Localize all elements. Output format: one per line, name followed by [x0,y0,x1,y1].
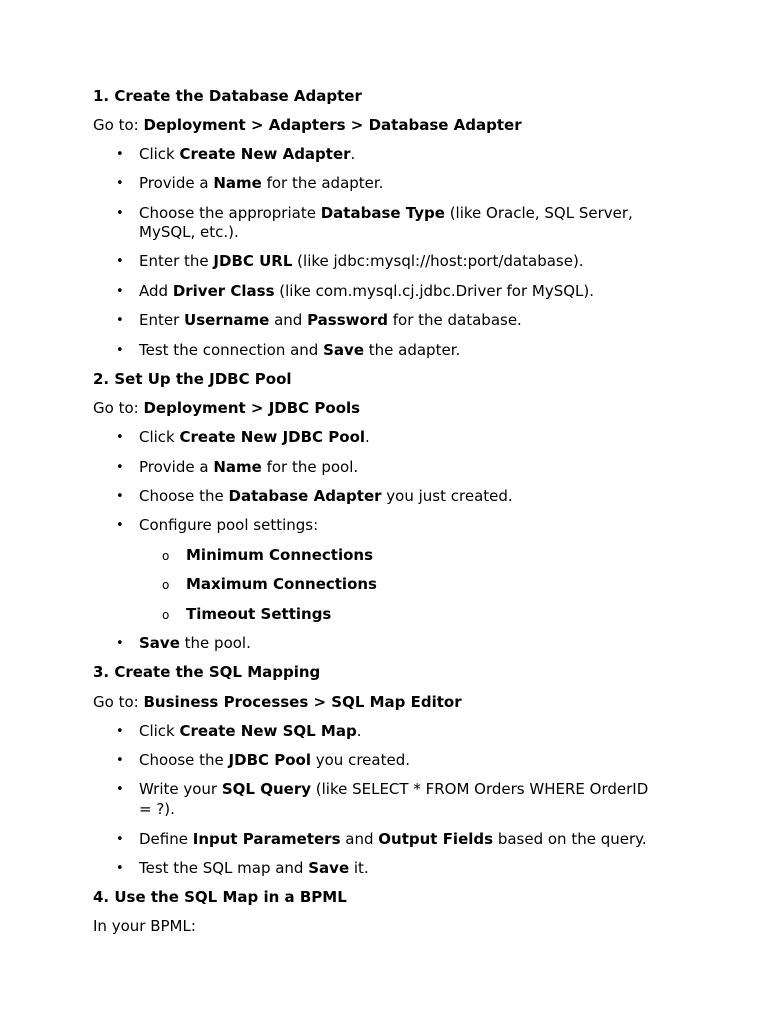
bullet-icon: • [116,753,124,768]
list-item: Write your SQL Query (like SELECT * FROM Orders WHERE OrderID [139,780,649,798]
list-item: Click Create New Adapter. [139,145,356,163]
goto-line: Go to: Deployment > Adapters > Database Adapter [93,116,522,134]
list-item-continuation: = ?). [139,800,175,818]
list-item: Save the pool. [139,634,251,652]
bullet-icon: • [116,147,124,162]
bullet-icon: • [116,206,124,221]
bullet-icon: • [116,861,124,876]
sub-bullet-icon: o [162,578,170,592]
list-item: Provide a Name for the pool. [139,458,359,476]
bullet-icon: • [116,284,124,299]
section-heading: 4. Use the SQL Map in a BPML [93,888,347,906]
list-item: Choose the Database Adapter you just created. [139,487,513,505]
bullet-icon: • [116,832,124,847]
list-item: Define Input Parameters and Output Fields based on the query. [139,830,647,848]
list-item: Choose the appropriate Database Type (like Oracle, SQL Server, [139,204,633,222]
bullet-icon: • [116,460,124,475]
list-item: Add Driver Class (like com.mysql.cj.jdbc.Driver for MySQL). [139,282,595,300]
sub-list-item: Maximum Connections [186,575,377,593]
sub-list-item: Minimum Connections [186,546,374,564]
list-item: Test the SQL map and Save it. [139,859,369,877]
list-item: Provide a Name for the adapter. [139,174,384,192]
body-text: In your BPML: [93,917,196,935]
list-item: Click Create New SQL Map. [139,722,362,740]
bullet-icon: • [116,176,124,191]
list-item: Click Create New JDBC Pool. [139,428,370,446]
section-heading: 1. Create the Database Adapter [93,87,362,105]
bullet-icon: • [116,254,124,269]
list-item-continuation: MySQL, etc.). [139,223,239,241]
bullet-icon: • [116,724,124,739]
goto-line: Go to: Business Processes > SQL Map Editor [93,693,462,711]
sub-list-item: Timeout Settings [186,605,332,623]
bullet-icon: • [116,489,124,504]
bullet-icon: • [116,636,124,651]
section-heading: 2. Set Up the JDBC Pool [93,370,292,388]
bullet-icon: • [116,518,124,533]
list-item: Enter the JDBC URL (like jdbc:mysql://host:port/database). [139,252,584,270]
sub-bullet-icon: o [162,549,170,563]
section-heading: 3. Create the SQL Mapping [93,663,321,681]
goto-line: Go to: Deployment > JDBC Pools [93,399,361,417]
bullet-icon: • [116,430,124,445]
bullet-icon: • [116,782,124,797]
list-item: Test the connection and Save the adapter. [139,341,461,359]
bullet-icon: • [116,313,124,328]
sub-bullet-icon: o [162,608,170,622]
list-item: Choose the JDBC Pool you created. [139,751,410,769]
list-item: Enter Username and Password for the database. [139,311,522,329]
list-item: Configure pool settings: [139,516,319,534]
bullet-icon: • [116,343,124,358]
